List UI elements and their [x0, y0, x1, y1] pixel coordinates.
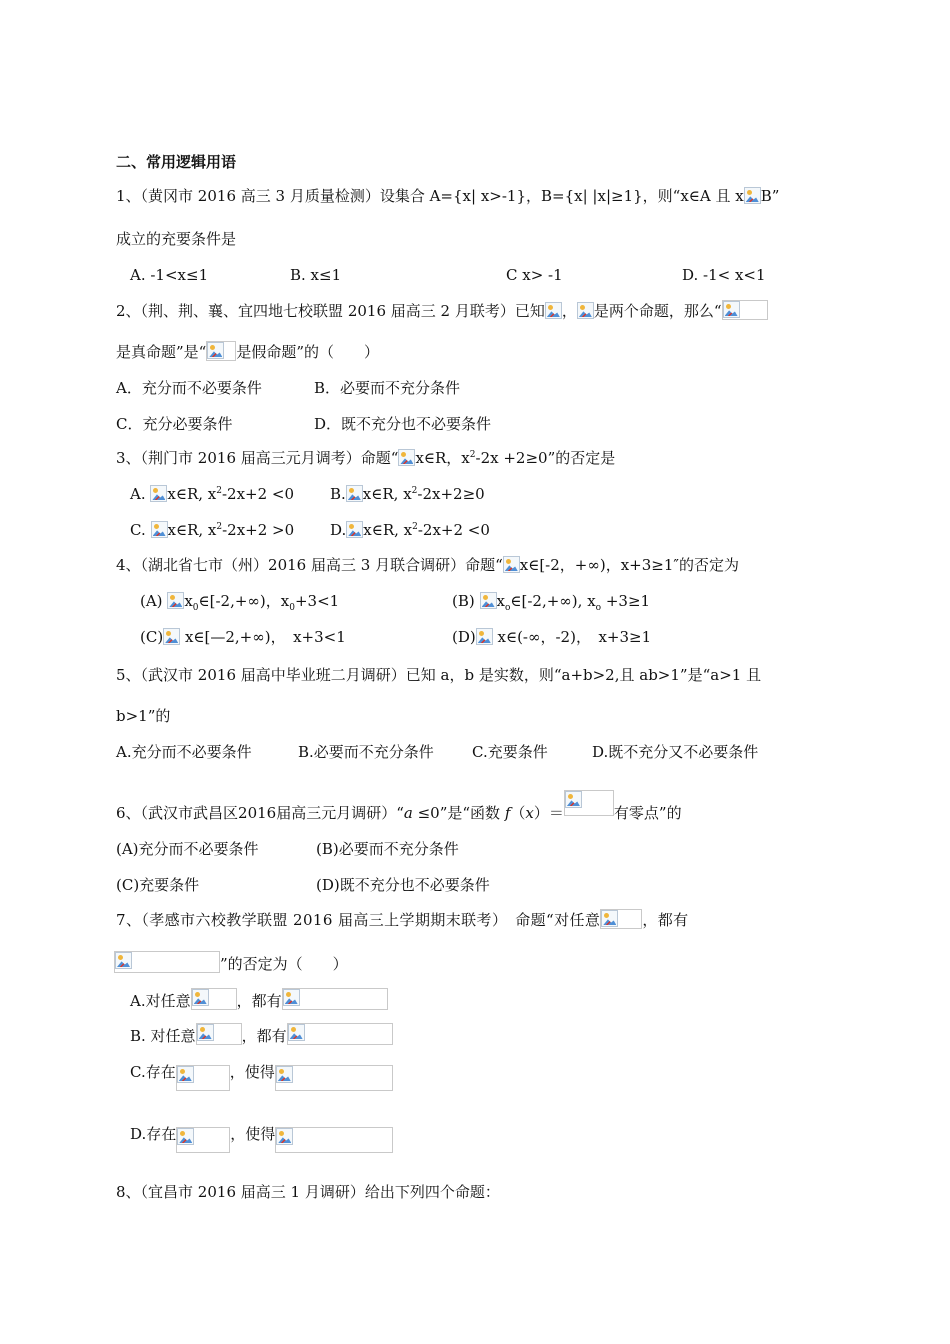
q6-var-x: x	[525, 804, 534, 822]
formula-image-icon	[476, 628, 493, 645]
formula-image-icon	[276, 1066, 293, 1083]
option-letter: (C)	[140, 628, 164, 646]
q3-text-b: x∈R，x	[415, 449, 470, 467]
superscript: 2	[469, 450, 476, 460]
superscript: 2	[412, 522, 418, 532]
q6-option-c: (C)充要条件	[116, 876, 200, 894]
subscript: 0	[192, 603, 199, 613]
q3-option-b	[330, 484, 485, 504]
q6-text: （	[510, 804, 526, 822]
option-text: x∈R, x	[167, 485, 217, 503]
q6-text: 6、（武汉市武昌区2016届高三元月调研）“	[116, 804, 404, 822]
formula-image-icon	[197, 1024, 214, 1041]
option-letter: B.	[330, 485, 346, 503]
option-text: x	[184, 592, 193, 610]
q3-option-a	[130, 484, 294, 504]
q1-text: 1、（黄冈市 2016 高三 3 月质量检测）设集合 A={x| x>-1}，B={x| |x|≥1}，则“x∈A 且 x	[116, 187, 744, 205]
superscript: 2	[216, 486, 222, 496]
option-text: ∈[-2,+∞)，x	[198, 592, 290, 610]
formula-image-icon	[565, 791, 582, 808]
formula-image-icon	[283, 989, 300, 1006]
option-letter: A.	[130, 485, 146, 503]
q7-text: ”的否定为（ ）	[220, 955, 348, 973]
q3-text-c: -2x +2≥0”的否定是	[475, 449, 616, 467]
formula-image-frame	[176, 1065, 230, 1091]
q7-text: 7、（孝感市六校教学联盟 2016 届高三上学期期末联考） 命题“对任意	[116, 911, 601, 929]
q1-option-d: D. -1< x<1	[682, 266, 766, 284]
formula-image-icon	[288, 1024, 305, 1041]
q6-option-b: (B)必要而不充分条件	[316, 840, 459, 858]
superscript: 2	[216, 522, 223, 532]
formula-image-frame	[196, 1023, 242, 1045]
option-text: C.存在	[130, 1063, 176, 1081]
question-7-line-2	[114, 951, 348, 974]
q2-text-b: ，	[561, 302, 577, 320]
option-text-end: -2x+2 >0	[222, 521, 295, 539]
option-text-end: -2x+2 <0	[417, 521, 490, 539]
formula-image-icon	[192, 989, 209, 1006]
q6-text: ）＝	[533, 804, 564, 822]
q2-option-d: D．既不充分也不必要条件	[314, 415, 492, 433]
q2-text-a: 2、（荆、荆、襄、宜四地七校联盟 2016 届高三 2 月联考）已知	[116, 302, 545, 320]
q7-option-a	[130, 988, 388, 1011]
formula-image-icon	[151, 521, 168, 538]
q3-option-c	[130, 520, 294, 540]
formula-image-frame	[114, 951, 220, 973]
q5-option-b: B.必要而不充分条件	[298, 743, 434, 761]
option-text: x∈[—2,+∞)， x+3<1	[180, 628, 346, 646]
q5-option-c: C.充要条件	[472, 743, 548, 761]
formula-image-frame	[600, 909, 642, 929]
formula-image-frame	[275, 1127, 393, 1153]
formula-image-icon	[398, 449, 415, 466]
formula-image-icon	[346, 485, 363, 502]
formula-image-frame	[191, 988, 237, 1010]
q1-option-a: A. -1<x≤1	[130, 266, 209, 284]
q1-option-c: C x> -1	[506, 266, 563, 284]
formula-image-icon	[577, 302, 594, 319]
question-1-line-1	[116, 186, 779, 206]
question-8-line-1: 8、（宜昌市 2016 届高三 1 月调研）给出下列四个命题：	[116, 1183, 500, 1201]
formula-image-frame	[206, 341, 236, 361]
option-text: x	[496, 592, 505, 610]
formula-image-icon	[167, 592, 184, 609]
option-text-end: +3≥1	[601, 592, 651, 610]
formula-image-icon	[115, 952, 132, 969]
q4-option-c	[140, 627, 346, 647]
option-text: D.存在	[130, 1125, 177, 1143]
formula-image-icon	[177, 1128, 194, 1145]
q3-text-a: 3、（荆门市 2016 届高三元月调考）命题“	[116, 449, 399, 467]
option-text: A.对任意	[130, 992, 191, 1010]
question-7-line-1	[116, 909, 689, 930]
question-1-line-2: 成立的充要条件是	[116, 230, 237, 248]
formula-image-frame	[564, 790, 614, 816]
option-text: ∈[-2,+∞), x	[510, 592, 596, 610]
subscript: o	[504, 603, 511, 613]
option-text: x∈R, x	[362, 485, 412, 503]
question-2-line-2	[116, 341, 379, 362]
option-text: ，都有	[236, 992, 282, 1010]
formula-image-frame	[176, 1127, 230, 1153]
formula-image-icon	[150, 485, 167, 502]
q1-option-b: B. x≤1	[290, 266, 342, 284]
option-text-end: +3<1	[294, 592, 340, 610]
option-letter: C.	[130, 521, 146, 539]
formula-image-icon	[163, 628, 180, 645]
question-4-line-1	[116, 555, 739, 575]
q7-option-b	[130, 1023, 393, 1046]
formula-image-icon	[503, 556, 520, 573]
option-text-end: -2x+2 <0	[221, 485, 295, 503]
option-letter: (D)	[452, 628, 476, 646]
question-3-line-1	[116, 448, 615, 468]
option-text-end: -2x+2≥0	[417, 485, 485, 503]
q4-text-a: 4、（湖北省七市（州）2016 届高三 3 月联合调研）命题“	[116, 556, 503, 574]
q5-option-d: D.既不充分又不必要条件	[592, 743, 759, 761]
formula-image-icon	[480, 592, 497, 609]
superscript: 2	[411, 486, 418, 496]
q6-var-a: a	[403, 804, 413, 822]
option-text: x∈(-∞，-2)， x+3≥1	[492, 628, 652, 646]
section-title: 二、常用逻辑用语	[116, 153, 237, 171]
formula-image-icon	[346, 521, 363, 538]
q2-option-c: C．充分必要条件	[116, 415, 233, 433]
option-letter: D.	[330, 521, 347, 539]
option-text: ，使得	[229, 1063, 275, 1081]
option-letter: (B)	[452, 592, 475, 610]
q6-option-a: (A)充分而不必要条件	[116, 840, 259, 858]
formula-image-icon	[601, 910, 618, 927]
q6-text: ≤0”是“函数	[412, 804, 505, 822]
formula-image-frame	[282, 988, 388, 1010]
q2-text-e: 是假命题”的（ ）	[236, 343, 380, 361]
formula-image-frame	[287, 1023, 393, 1045]
formula-image-icon	[207, 342, 224, 359]
formula-image-icon	[177, 1066, 194, 1083]
option-letter: (A)	[140, 592, 163, 610]
q3-option-d	[330, 520, 490, 540]
q6-text-end: 有零点”的	[613, 804, 682, 822]
formula-image-frame	[722, 300, 768, 320]
q5-option-a: A.充分而不必要条件	[116, 743, 252, 761]
question-5-line-2: b>1”的	[116, 707, 171, 725]
option-text: ，都有	[241, 1027, 287, 1045]
question-5-line-1: 5、（武汉市 2016 届高中毕业班二月调研）已知 a，b 是实数，则“a+b>2,且 ab>1”是“a>1 且	[116, 666, 762, 684]
q4-option-b	[452, 591, 650, 611]
formula-image-icon	[545, 302, 562, 319]
q2-option-b: B．必要而不充分条件	[314, 379, 461, 397]
option-text: ，使得	[230, 1125, 276, 1143]
q7-option-d	[130, 1124, 393, 1153]
q6-option-d: (D)既不充分也不必要条件	[316, 876, 490, 894]
question-6-line-1	[116, 790, 682, 823]
q1-text-end: B”	[760, 187, 780, 205]
q4-text-b: x∈[-2，+∞)，x+3≥1″的否定为	[519, 556, 739, 574]
option-text: x∈R, x	[167, 521, 217, 539]
q4-option-d	[452, 627, 651, 647]
q2-option-a: A．充分而不必要条件	[116, 379, 262, 397]
formula-image-icon	[723, 301, 740, 318]
option-text: B. 对任意	[130, 1027, 196, 1045]
formula-image-icon	[276, 1128, 293, 1145]
question-2-line-1	[116, 300, 768, 321]
subscript: 0	[289, 603, 295, 613]
q6-var-f: f	[504, 804, 511, 822]
q2-text-c: 是两个命题，那么“	[593, 302, 722, 320]
formula-image-frame	[275, 1065, 393, 1091]
q4-option-a	[140, 591, 339, 611]
formula-image-icon	[744, 187, 761, 204]
q7-option-c	[130, 1062, 393, 1091]
q7-text: ，都有	[642, 911, 689, 929]
q2-text-d: 是真命题”是“	[116, 343, 207, 361]
subscript: o	[595, 603, 602, 613]
option-text: x∈R, x	[363, 521, 413, 539]
